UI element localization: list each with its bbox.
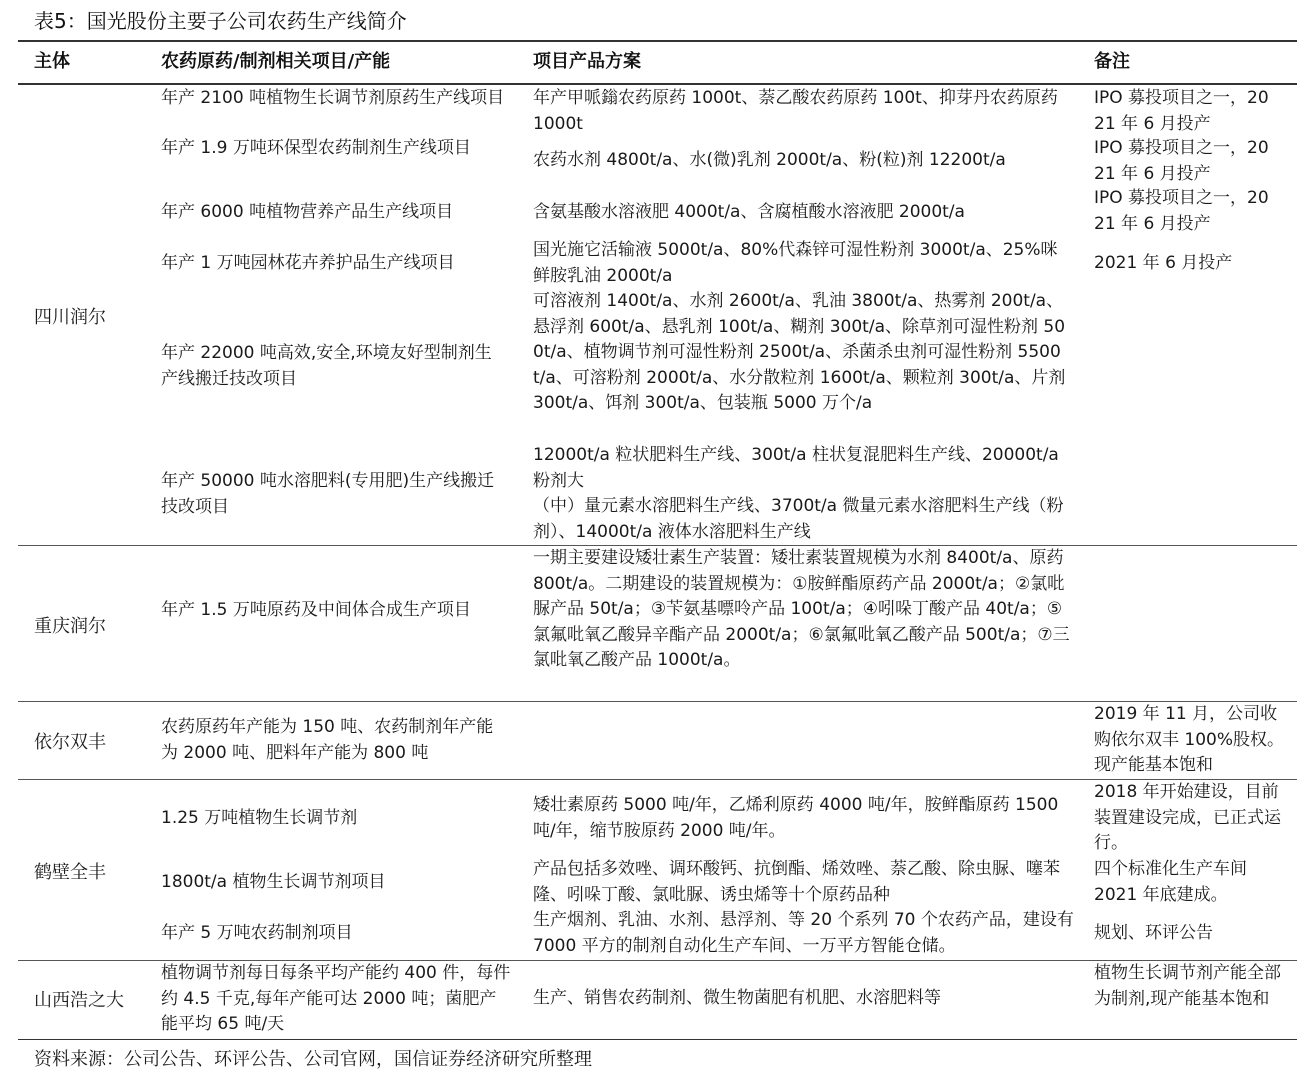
cell-plan: 12000t/a 粒状肥料生产线、300t/a 柱状复混肥料生产线、20000t/a 粉剂大 [533, 445, 1059, 491]
cell-plan: 农药水剂 4800t/a、水(微)乳剂 2000t/a、粉(粒)剂 12200t/a [533, 150, 1006, 170]
cell-remark: 规划、环评公告 [1094, 923, 1213, 943]
entity-chongqing: 重庆润尔 [34, 616, 106, 637]
cell-project: 年产 1.9 万吨环保型农药制剂生产线项目 [161, 138, 471, 158]
cell-remark: 2019 年 11 月，公司收购依尔双丰 100%股权。现产能基本饱和 [1094, 704, 1285, 776]
cell-remark: 2018 年开始建设，目前装置建设完成，已正式运行。 [1094, 782, 1281, 854]
cell-plan: 生产烟剂、乳油、水剂、悬浮剂、等 20 个系列 70 个农药产品，建设有 7000 平方的制剂自动化生产车间、一万平方智能仓储。 [533, 910, 1074, 956]
cell-remark: 四个标准化生产车间2021 年底建成。 [1094, 859, 1247, 905]
header-plan: 项目产品方案 [533, 51, 641, 72]
cell-project: 1.25 万吨植物生长调节剂 [161, 808, 358, 828]
cell-project: 年产 5 万吨农药制剂项目 [161, 923, 353, 943]
entity-shanxi: 山西浩之大 [34, 990, 124, 1011]
cell-plan: 矮壮素原药 5000 吨/年，乙烯利原药 4000 吨/年，胺鲜酯原药 1500 吨/年，缩节胺原药 2000 吨/年。 [533, 795, 1059, 841]
cell-project: 农药原药年产能为 150 吨、农药制剂年产能为 2000 吨、肥料年产能为 800 吨 [161, 717, 494, 763]
cell-plan: 产品包括多效唑、调环酸钙、抗倒酯、烯效唑、萘乙酸、除虫脲、噻苯隆、吲哚丁酸、氯吡脲、诱虫烯等十个原药品种 [533, 859, 1060, 905]
cell-project: 年产 1 万吨园林花卉养护品生产线项目 [161, 253, 455, 273]
cell-plan: 国光施它活输液 5000t/a、80%代森锌可湿性粉剂 3000t/a、25%咪鲜胺乳油 2000t/a [533, 240, 1058, 286]
table-bottom-rule [18, 1039, 1297, 1040]
cell-project: 年产 6000 吨植物营养产品生产线项目 [161, 202, 454, 222]
cell-plan: 含氨基酸水溶液肥 4000t/a、含腐植酸水溶液肥 2000t/a [533, 202, 965, 222]
cell-project: 植物调节剂每日每条平均产能约 400 件，每件约 4.5 千克,每年产能可达 2000 吨；菌肥产能平均 65 吨/天 [161, 963, 511, 1035]
header-rule [18, 83, 1297, 85]
cell-plan: 年产甲哌鎓农药原药 1000t、萘乙酸农药原药 100t、抑芽丹农药原药 1000t [533, 88, 1058, 134]
cell-project: 1800t/a 植物生长调节剂项目 [161, 872, 386, 892]
cell-plan: 一期主要建设矮壮素生产装置：矮壮素装置规模为水剂 8400t/a、原药 800t/a。二期建设的装置规模为：①胺鲜酯原药产品 2000t/a；②氯吡脲产品 50t/a；③苄氨基嘌呤产品 100t/a；④吲哚丁酸产品 40t/a；⑤氯氟吡氧乙酸异辛酯产品 2000t/a；⑥氯氟吡氧乙酸产品 500t/a；⑦三氯吡氧乙酸产品 1000t/a。 [533, 548, 1070, 671]
cell-remark: 2021 年 6 月投产 [1094, 253, 1233, 273]
cell-project: 年产 22000 吨高效,安全,环境友好型制剂生产线搬迁技改项目 [161, 343, 492, 389]
cell-remark: IPO 募投项目之一，2021 年 6 月投产 [1094, 138, 1269, 184]
header-project: 农药原药/制剂相关项目/产能 [161, 51, 391, 72]
table-title: 表5：国光股份主要子公司农药生产线简介 [34, 9, 407, 33]
cell-remark: IPO 募投项目之一，2021 年 6 月投产 [1094, 188, 1269, 234]
source-note: 资料来源：公司公告、环评公告、公司官网，国信证券经济研究所整理 [34, 1049, 592, 1070]
header-remark: 备注 [1094, 51, 1130, 72]
cell-remark: IPO 募投项目之一，2021 年 6 月投产 [1094, 88, 1269, 134]
entity-sichuan: 四川润尔 [34, 307, 106, 328]
cell-project: 年产 2100 吨植物生长调节剂原药生产线项目 [161, 88, 505, 108]
entity-hebi: 鹤壁全丰 [34, 862, 106, 883]
table-top-rule [18, 40, 1297, 42]
cell-project: 年产 1.5 万吨原药及中间体合成生产项目 [161, 600, 471, 620]
entity-yierfeng: 依尔双丰 [34, 732, 106, 753]
header-entity: 主体 [34, 51, 70, 72]
cell-plan: 可溶液剂 1400t/a、水剂 2600t/a、乳油 3800t/a、热雾剂 200t/a、悬浮剂 600t/a、悬乳剂 100t/a、糊剂 300t/a、除草剂可湿性粉剂 500t/a、植物调节剂可湿性粉剂 2500t/a、杀菌杀虫剂可湿性粉剂 5500t/a、可溶粉剂 2000t/a、水分散粒剂 1600t/a、颗粒剂 300t/a、片剂 300t/a、饵剂 300t/a、包装瓶 5000 万个/a [533, 291, 1066, 414]
cell-plan: （中）量元素水溶肥料生产线、3700t/a 微量元素水溶肥料生产线（粉剂）、14000t/a 液体水溶肥料生产线 [533, 496, 1064, 542]
cell-plan: 生产、销售农药制剂、微生物菌肥有机肥、水溶肥料等 [533, 988, 941, 1008]
cell-project: 年产 50000 吨水溶肥料(专用肥)生产线搬迁技改项目 [161, 471, 495, 517]
cell-remark: 植物生长调节剂产能全部为制剂,现产能基本饱和 [1094, 963, 1281, 1009]
